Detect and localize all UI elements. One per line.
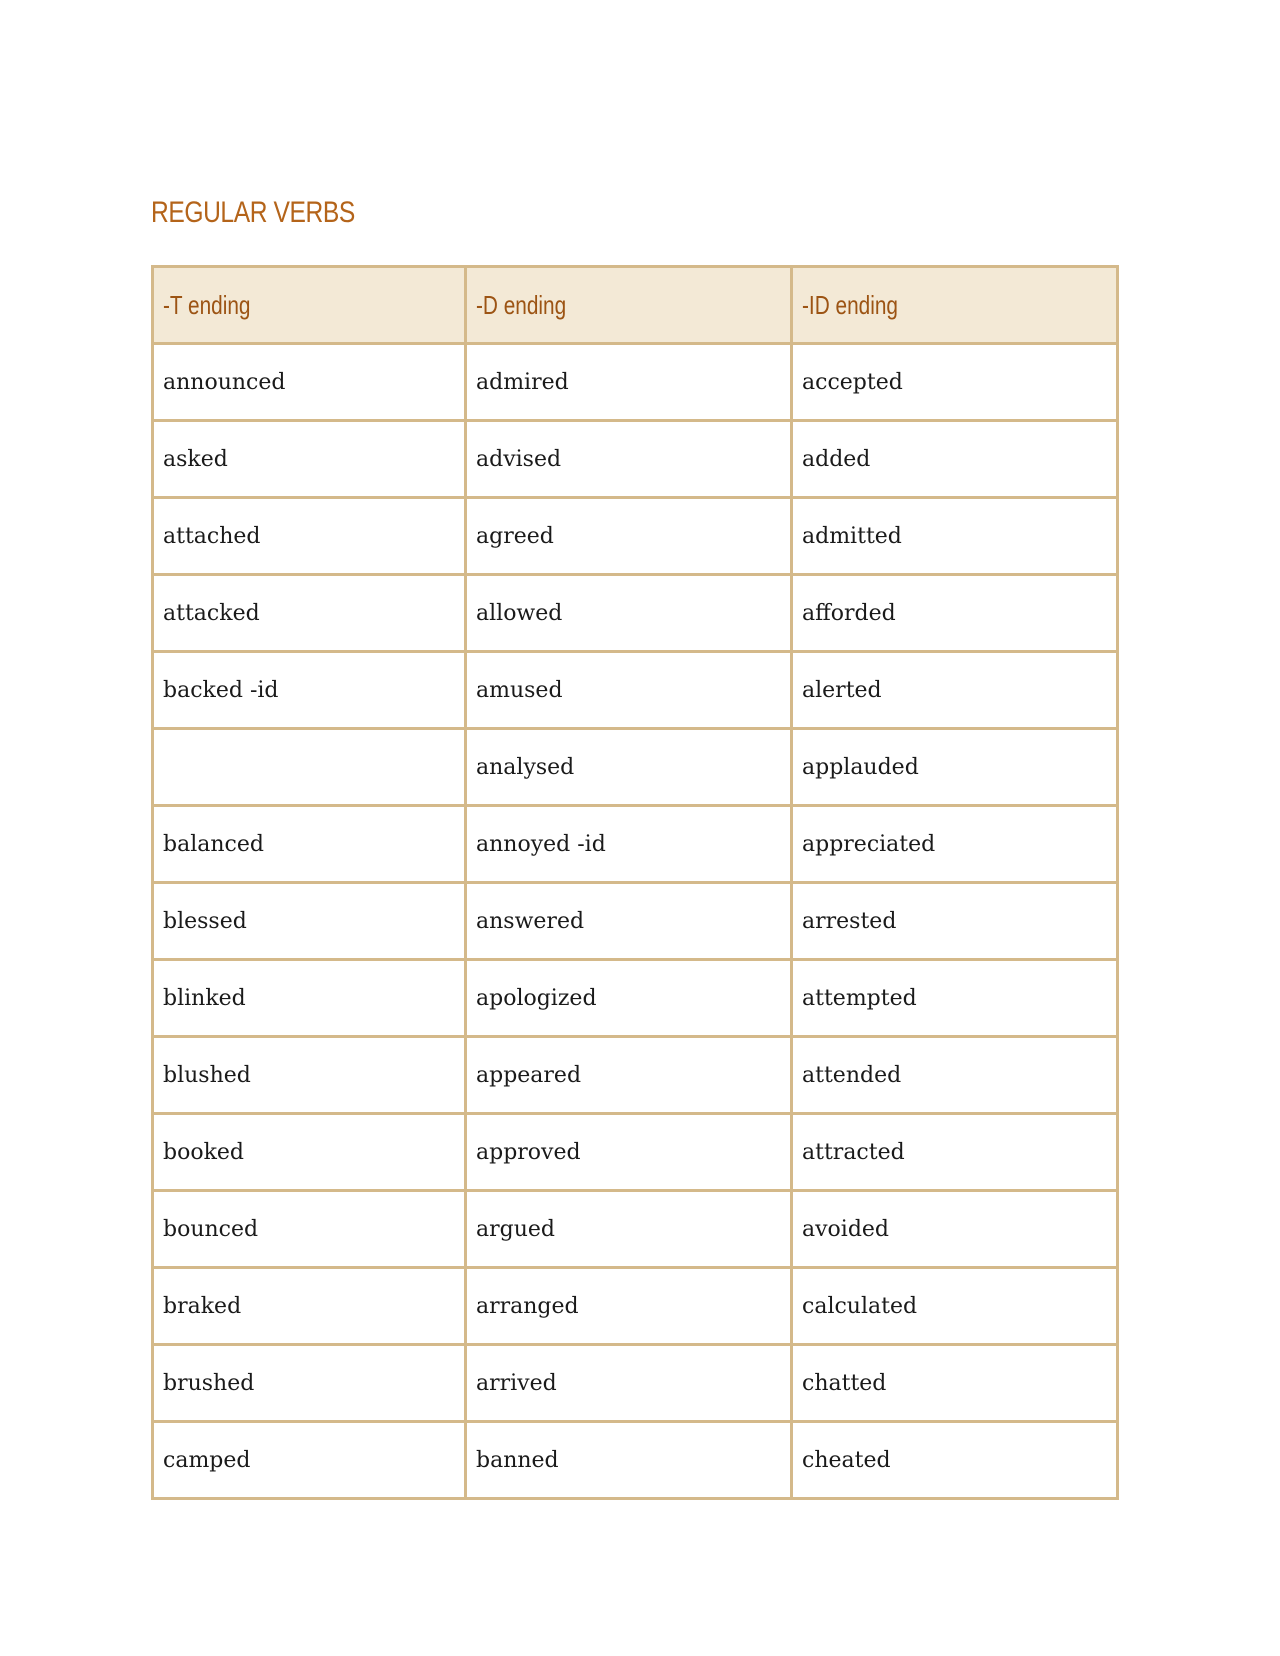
cell-t-ending xyxy=(153,729,466,806)
table-row xyxy=(153,575,1118,652)
table-row xyxy=(153,498,1118,575)
table-row xyxy=(153,1268,1118,1345)
cell-d-ending: approved xyxy=(466,1114,792,1191)
cell-id-ending: avoided xyxy=(792,1191,1118,1268)
table-row xyxy=(153,729,1118,806)
cell-t-ending: braked xyxy=(153,1268,466,1345)
cell-id-ending: arrested xyxy=(792,883,1118,960)
cell-id-ending: attracted xyxy=(792,1114,1118,1191)
cell-id-ending: added xyxy=(792,421,1118,498)
cell-id-ending: admitted xyxy=(792,498,1118,575)
cell-id-ending: afforded xyxy=(792,575,1118,652)
cell-d-ending: banned xyxy=(466,1422,792,1499)
cell-d-ending: advised xyxy=(466,421,792,498)
cell-t-ending: balanced xyxy=(153,806,466,883)
table-row xyxy=(153,344,1118,421)
header-id-ending: -ID ending xyxy=(792,267,1118,344)
cell-t-ending: blessed xyxy=(153,883,466,960)
header-t-ending: -T ending xyxy=(153,267,466,344)
cell-id-ending: chatted xyxy=(792,1345,1118,1422)
table-row xyxy=(153,421,1118,498)
regular-verbs-table xyxy=(151,265,1119,1500)
cell-t-ending: bounced xyxy=(153,1191,466,1268)
cell-d-ending: answered xyxy=(466,883,792,960)
cell-d-ending: arranged xyxy=(466,1268,792,1345)
header-d-ending: -D ending xyxy=(466,267,792,344)
cell-t-ending: brushed xyxy=(153,1345,466,1422)
cell-d-ending: agreed xyxy=(466,498,792,575)
cell-id-ending: calculated xyxy=(792,1268,1118,1345)
cell-id-ending: attended xyxy=(792,1037,1118,1114)
cell-t-ending: attached xyxy=(153,498,466,575)
cell-id-ending: appreciated xyxy=(792,806,1118,883)
page-title: REGULAR VERBS xyxy=(151,196,355,229)
table-row xyxy=(153,960,1118,1037)
table-row xyxy=(153,1422,1118,1499)
cell-id-ending: attempted xyxy=(792,960,1118,1037)
cell-id-ending: applauded xyxy=(792,729,1118,806)
table-header-row xyxy=(153,267,1118,344)
cell-d-ending: amused xyxy=(466,652,792,729)
cell-d-ending: analysed xyxy=(466,729,792,806)
table-row xyxy=(153,806,1118,883)
cell-d-ending: argued xyxy=(466,1191,792,1268)
table-row xyxy=(153,1191,1118,1268)
table-row xyxy=(153,652,1118,729)
cell-t-ending: booked xyxy=(153,1114,466,1191)
cell-t-ending: blushed xyxy=(153,1037,466,1114)
cell-t-ending: blinked xyxy=(153,960,466,1037)
cell-t-ending: camped xyxy=(153,1422,466,1499)
cell-t-ending: attacked xyxy=(153,575,466,652)
table-row xyxy=(153,1114,1118,1191)
cell-d-ending: annoyed -id xyxy=(466,806,792,883)
table-row xyxy=(153,883,1118,960)
cell-d-ending: apologized xyxy=(466,960,792,1037)
cell-id-ending: cheated xyxy=(792,1422,1118,1499)
cell-d-ending: appeared xyxy=(466,1037,792,1114)
cell-d-ending: arrived xyxy=(466,1345,792,1422)
cell-t-ending: asked xyxy=(153,421,466,498)
cell-d-ending: admired xyxy=(466,344,792,421)
cell-id-ending: alerted xyxy=(792,652,1118,729)
cell-t-ending: backed -id xyxy=(153,652,466,729)
cell-d-ending: allowed xyxy=(466,575,792,652)
table-row xyxy=(153,1037,1118,1114)
table-row xyxy=(153,1345,1118,1422)
cell-t-ending: announced xyxy=(153,344,466,421)
cell-id-ending: accepted xyxy=(792,344,1118,421)
